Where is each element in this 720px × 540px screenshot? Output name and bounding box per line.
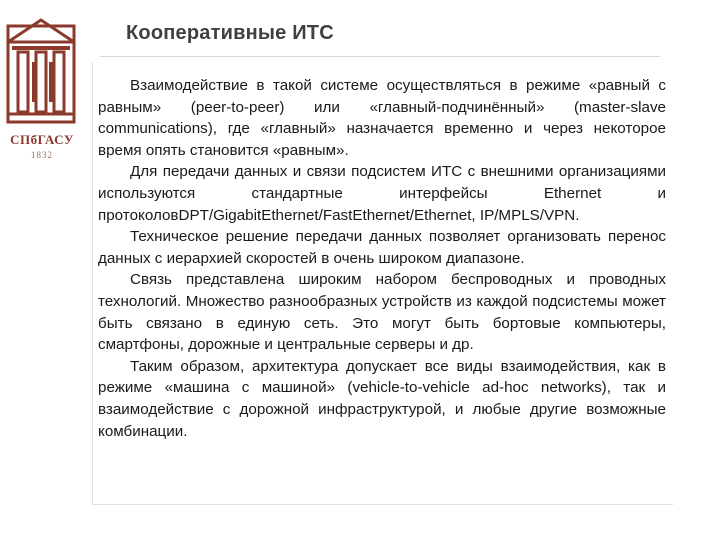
paragraph-architecture: Таким образом, архитектура допускает все виды взаимодействия, как в режиме «машина с машиной» (vehicle-to-vehicle ad-hoc networks), так и взаимодействие с дорожной инфраструктурой, и любые другие возможные комбинации. xyxy=(98,357,666,440)
body-text xyxy=(98,75,666,442)
logo-year: 1832 xyxy=(31,150,53,160)
paragraph-technical-solution: Техническое решение передачи данных позволяет организовать перенос данных с иерархией скоростей в очень широком диапазоне. xyxy=(98,228,666,267)
title-divider xyxy=(100,56,660,57)
slide-title: Кооперативные ИТС xyxy=(126,22,334,44)
paragraph-communication: Связь представлена широким набором беспроводных и проводных технологий. Множество разнообразных устройств из каждой подсистемы может быть связано в единую сеть. Это могут быть бортовые компьютеры, смартфоны, дорожные и центральные серверы и др. xyxy=(98,271,666,354)
logo-wordmark: СПбГАСУ xyxy=(10,132,74,147)
university-logo xyxy=(2,12,82,162)
paragraph-interfaces: Для передачи данных и связи подсистем ИТС с внешними организациями используются стандартные интерфейсы Ethernet и протоколовDPT/GigabitEthernet/FastEthernet/Ethernet, IP/MPLS/VPN. xyxy=(98,163,666,224)
paragraph-interaction-modes: Взаимодействие в такой системе осуществляться в режиме «равный с равным» (peer-to-peer) или «главный-подчинённый» (master-slave communications), где «главный» назначается временно и через некоторое время опять становится «равным». xyxy=(98,77,666,159)
building-emblem-icon xyxy=(2,12,82,132)
